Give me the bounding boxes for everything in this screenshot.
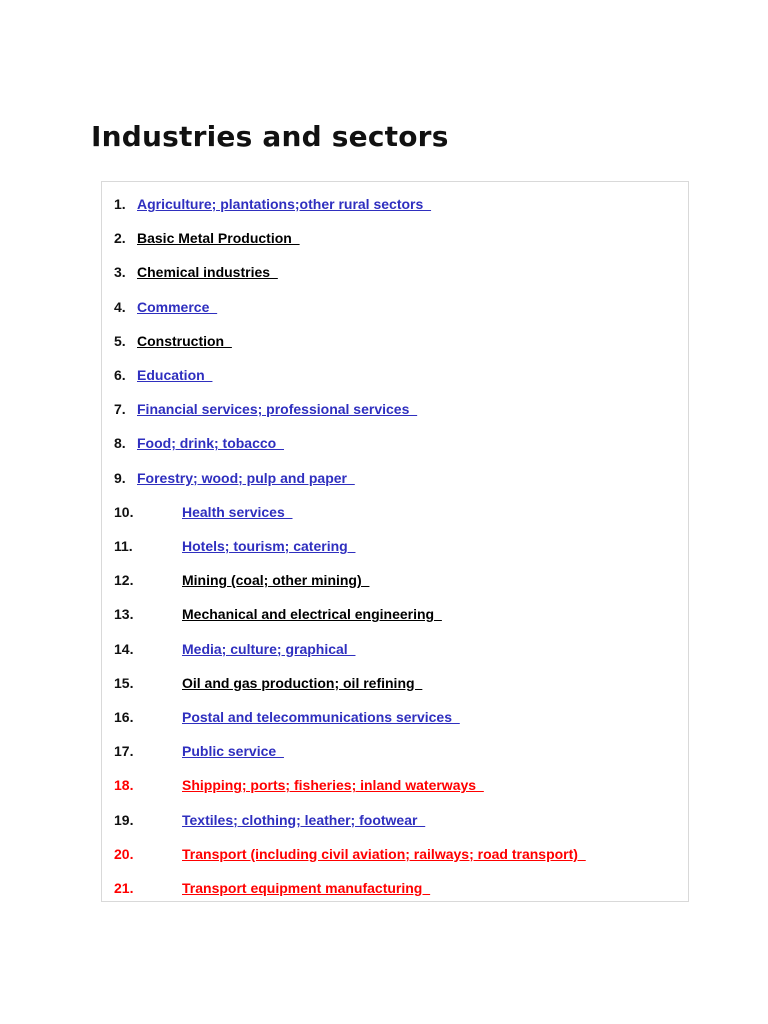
sector-link[interactable]: Basic Metal Production: [137, 230, 300, 247]
item-number: 6.: [114, 367, 126, 383]
sector-link[interactable]: Mechanical and electrical engineering: [182, 606, 442, 623]
sector-link[interactable]: Media; culture; graphical: [182, 640, 356, 657]
page-title: Industries and sectors: [91, 120, 449, 153]
item-number: 16.: [114, 709, 134, 725]
item-number: 21.: [114, 880, 134, 896]
item-number: 8.: [114, 435, 126, 452]
item-number: 13.: [114, 606, 134, 623]
sector-link[interactable]: Chemical industries: [137, 264, 278, 281]
sector-link[interactable]: Postal and telecommunications services: [182, 709, 460, 725]
sector-link[interactable]: Public service: [182, 743, 284, 760]
sector-link[interactable]: Oil and gas production; oil refining: [182, 674, 423, 691]
sector-link[interactable]: Forestry; wood; pulp and paper: [137, 469, 355, 486]
item-number: 19.: [114, 811, 134, 828]
sector-list: [101, 181, 689, 902]
item-number: 10.: [114, 503, 134, 520]
sector-link[interactable]: Construction: [137, 332, 232, 349]
sector-link[interactable]: Financial services; professional services: [137, 401, 418, 418]
sector-link[interactable]: Transport equipment manufacturing: [182, 880, 431, 896]
item-number: 3.: [114, 264, 126, 281]
sector-link[interactable]: Hotels; tourism; catering: [182, 538, 356, 554]
sector-link[interactable]: Commerce: [137, 298, 218, 315]
item-number: 7.: [114, 401, 126, 418]
item-number: 11.: [114, 538, 133, 554]
item-number: 17.: [114, 743, 134, 760]
sector-link[interactable]: Food; drink; tobacco: [137, 435, 284, 452]
item-number: 5.: [114, 332, 126, 349]
sector-link[interactable]: Education: [137, 367, 213, 383]
sector-link[interactable]: Transport (including civil aviation; railways; road transport): [182, 845, 586, 862]
item-number: 15.: [114, 674, 134, 691]
item-number: 18.: [114, 777, 134, 794]
item-number: 12.: [114, 572, 134, 589]
sector-link[interactable]: Mining (coal; other mining): [182, 572, 370, 589]
sector-link[interactable]: Agriculture; plantations;other rural sectors: [137, 196, 432, 212]
item-number: 20.: [114, 845, 134, 862]
item-number: 14.: [114, 640, 134, 657]
item-number: 1.: [114, 196, 126, 212]
sector-link[interactable]: Shipping; ports; fisheries; inland waterways: [182, 777, 484, 794]
item-number: 2.: [114, 230, 126, 247]
item-number: 9.: [114, 469, 126, 486]
sector-link[interactable]: Health services: [182, 503, 293, 520]
sector-link[interactable]: Textiles; clothing; leather; footwear: [182, 811, 426, 828]
item-number: 4.: [114, 298, 126, 315]
